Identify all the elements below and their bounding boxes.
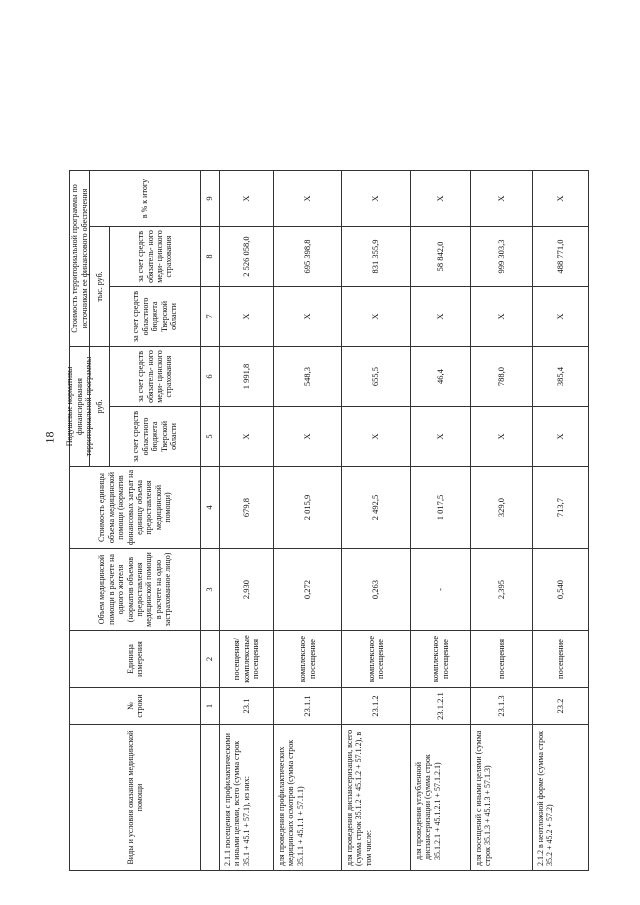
row-unit-cost bbox=[341, 466, 411, 549]
row-unit-cost bbox=[532, 466, 589, 549]
column-number-3-text: 3 bbox=[204, 587, 215, 592]
row-percent bbox=[219, 170, 274, 227]
column-number-1-text: 1 bbox=[204, 703, 215, 709]
row-unit bbox=[470, 630, 533, 688]
row-cost-regional bbox=[341, 286, 411, 347]
row-unit bbox=[341, 630, 411, 688]
row-name bbox=[341, 724, 411, 871]
row-name bbox=[410, 724, 471, 871]
row-norm-oms-text: 46,4 bbox=[434, 369, 445, 384]
header-thous-rub bbox=[89, 226, 110, 347]
column-number-5 bbox=[200, 406, 220, 467]
row-line-number-text: 23.1.1 bbox=[301, 695, 312, 717]
row-norm-regional-text: X bbox=[240, 433, 251, 440]
row-unit-cost-text: 2 492,5 bbox=[370, 494, 381, 521]
column-number-1 bbox=[200, 687, 220, 725]
header-group-normatives bbox=[65, 346, 94, 467]
header-rub bbox=[89, 346, 110, 467]
header-thous-rub-text: тыс. руб. bbox=[94, 271, 104, 302]
row-cost-oms bbox=[273, 226, 342, 287]
row-percent-text: X bbox=[554, 195, 565, 202]
row-name-text: для проведения углубленной диспансеризации (сумма строк 35.1.2.1 + 45.1.2.1 + 57.1.2.1) bbox=[414, 754, 442, 860]
column-number-5-text: 5 bbox=[204, 434, 215, 439]
row-norm-oms bbox=[341, 346, 411, 407]
row-unit-cost-text: 713,7 bbox=[554, 497, 565, 518]
row-name-text: для проведения профилактических медицинских осмотров (сумма строк 35.1.1 + 45.1.1 + 57.1.1) bbox=[277, 739, 305, 866]
row-norm-oms bbox=[219, 346, 274, 407]
row-unit-cost bbox=[273, 466, 342, 549]
header-unit bbox=[69, 630, 201, 688]
header-norm-regional-budget-text: за счет средств областного бюджета Тверской области bbox=[131, 410, 179, 463]
header-line-number-text: № строки bbox=[125, 694, 144, 718]
header-percent-total-text: в % к итогу bbox=[140, 178, 150, 219]
row-volume bbox=[219, 548, 274, 631]
row-cost-regional-text: X bbox=[240, 313, 251, 320]
row-cost-regional bbox=[219, 286, 274, 347]
row-line-number bbox=[410, 687, 471, 725]
header-cost-oms bbox=[109, 226, 201, 287]
row-cost-oms-text: 2 526 058,0 bbox=[240, 236, 251, 277]
row-name bbox=[273, 724, 342, 871]
row-norm-regional bbox=[470, 406, 533, 467]
row-norm-oms bbox=[532, 346, 589, 407]
row-cost-oms bbox=[532, 226, 589, 287]
header-volume bbox=[69, 548, 201, 631]
row-volume bbox=[470, 548, 533, 631]
row-percent-text: X bbox=[434, 195, 445, 202]
row-cost-oms-text: 999 303,3 bbox=[495, 239, 506, 274]
row-norm-regional-text: X bbox=[495, 433, 506, 440]
row-unit bbox=[410, 630, 471, 688]
header-cost-oms-text: за счет средств обязатель- ного меди- цинского страхования bbox=[136, 230, 174, 283]
row-name-text: для посещений с иными целями (сумма строк 35.1.3 + 45.1.3 + 57.1.3) bbox=[474, 730, 493, 866]
header-group-cost bbox=[69, 170, 90, 347]
row-cost-regional-text: X bbox=[434, 313, 445, 320]
row-percent-text: X bbox=[370, 195, 381, 202]
column-number-7 bbox=[200, 286, 220, 347]
row-percent-text: X bbox=[301, 195, 312, 202]
row-name bbox=[219, 724, 274, 871]
row-cost-regional bbox=[410, 286, 471, 347]
row-line-number-text: 23.1.2 bbox=[370, 695, 381, 717]
table-viewport bbox=[65, 19, 588, 871]
row-norm-regional bbox=[341, 406, 411, 467]
row-cost-oms bbox=[470, 226, 533, 287]
row-unit-text: комплексное посещение bbox=[430, 635, 450, 683]
row-percent bbox=[532, 170, 589, 227]
column-number-6-text: 6 bbox=[204, 374, 215, 379]
row-percent bbox=[341, 170, 411, 227]
header-group-normatives-text: Подушевые нормативы финансирования территориальной программы bbox=[65, 356, 94, 457]
row-cost-regional-text: X bbox=[301, 313, 312, 320]
row-volume bbox=[532, 548, 589, 631]
row-line-number-text: 23.1 bbox=[240, 698, 251, 714]
column-number-9 bbox=[200, 170, 220, 227]
header-group-cost-text: Стоимость территориальной программы по источникам ее финансового обеспечения bbox=[70, 184, 89, 333]
header-unit-cost bbox=[69, 466, 201, 549]
row-line-number bbox=[273, 687, 342, 725]
row-line-number-text: 23.1.3 bbox=[495, 695, 506, 717]
row-line-number bbox=[532, 687, 589, 725]
row-cost-oms bbox=[410, 226, 471, 287]
row-unit-text: комплексное посещение bbox=[297, 635, 317, 683]
row-unit-cost bbox=[470, 466, 533, 549]
row-volume-text: 0,540 bbox=[554, 579, 565, 600]
row-unit-cost bbox=[219, 466, 274, 549]
row-norm-regional-text: X bbox=[301, 433, 312, 440]
row-volume-text: 2,930 bbox=[240, 579, 251, 600]
row-unit bbox=[273, 630, 342, 688]
header-unit-text: Единица измерения bbox=[125, 641, 144, 677]
row-percent bbox=[410, 170, 471, 227]
column-number-2 bbox=[200, 630, 220, 688]
row-volume-text: 0,272 bbox=[301, 579, 312, 600]
row-unit-text: посещения bbox=[495, 639, 506, 679]
row-volume-text: 0,263 bbox=[370, 579, 381, 600]
row-line-number bbox=[341, 687, 411, 725]
row-cost-regional-text: X bbox=[370, 313, 381, 320]
row-volume bbox=[410, 548, 471, 631]
column-number-8 bbox=[200, 226, 220, 287]
row-unit-text: посещения/ комплексные посещения bbox=[231, 635, 261, 683]
row-unit-cost bbox=[410, 466, 471, 549]
row-cost-oms-text: 488 771,0 bbox=[554, 239, 565, 274]
row-line-number-text: 23.2 bbox=[554, 698, 565, 714]
header-percent-total bbox=[89, 170, 201, 227]
row-cost-oms-text: 831 355,9 bbox=[370, 239, 381, 274]
row-percent bbox=[470, 170, 533, 227]
row-unit-cost-text: 2 015,9 bbox=[301, 494, 312, 521]
header-norm-regional-budget bbox=[109, 406, 201, 467]
row-volume bbox=[341, 548, 411, 631]
column-number-9-text: 9 bbox=[204, 196, 215, 201]
row-norm-oms bbox=[410, 346, 471, 407]
row-norm-regional-text: X bbox=[434, 433, 445, 440]
row-name bbox=[532, 724, 589, 871]
row-volume-text: 2,395 bbox=[495, 579, 506, 600]
column-number-blank bbox=[200, 724, 220, 871]
header-cost-regional-budget bbox=[109, 286, 201, 347]
header-line-number bbox=[69, 687, 201, 725]
header-cost-regional-budget-text: за счет средств областного бюджета Тверской области bbox=[131, 290, 179, 343]
financing-table bbox=[65, 19, 588, 871]
row-norm-oms-text: 548,3 bbox=[301, 366, 312, 387]
header-volume-text: Объем медицинской помощи в расчете на одного жителя (норматив объемов предоставления медицинской помощи в расчете на одно застрахованное лицо) bbox=[97, 552, 173, 627]
row-norm-oms-text: 1 991,8 bbox=[240, 363, 251, 390]
column-number-7-text: 7 bbox=[204, 314, 215, 319]
header-rub-text: руб. bbox=[94, 399, 104, 414]
header-kind-of-care bbox=[69, 724, 201, 871]
row-cost-regional bbox=[470, 286, 533, 347]
row-norm-oms bbox=[273, 346, 342, 407]
row-cost-oms bbox=[219, 226, 274, 287]
row-unit-cost-text: 329,0 bbox=[495, 497, 506, 518]
column-number-6 bbox=[200, 346, 220, 407]
row-norm-oms-text: 655,5 bbox=[370, 366, 381, 387]
row-unit-cost-text: 1 017,5 bbox=[434, 494, 445, 521]
row-name-text: для проведения диспансеризации, всего (сумма строк 35.1.2 + 45.1.2 + 57.1.2), в том числе: bbox=[345, 729, 373, 866]
row-line-number bbox=[219, 687, 274, 725]
row-percent-text: X bbox=[495, 195, 506, 202]
row-cost-regional-text: X bbox=[495, 313, 506, 320]
row-cost-oms-text: 695 398,8 bbox=[301, 239, 312, 274]
row-percent-text: X bbox=[240, 195, 251, 202]
row-cost-regional bbox=[532, 286, 589, 347]
row-volume-text: - bbox=[434, 588, 445, 591]
row-cost-oms bbox=[341, 226, 411, 287]
row-cost-regional-text: X bbox=[554, 313, 565, 320]
row-norm-regional bbox=[273, 406, 342, 467]
row-unit-text: комплексное посещение bbox=[365, 635, 385, 683]
row-line-number bbox=[470, 687, 533, 725]
header-norm-oms-text: за счет средств обязатель- ного меди- цинского страхования bbox=[136, 350, 174, 403]
column-number-2-text: 2 bbox=[204, 656, 215, 662]
row-norm-regional bbox=[532, 406, 589, 467]
column-number-8-text: 8 bbox=[204, 254, 215, 259]
row-norm-regional bbox=[219, 406, 274, 467]
row-norm-regional-text: X bbox=[370, 433, 381, 440]
row-line-number-text: 23.1.2.1 bbox=[434, 692, 445, 720]
row-unit bbox=[219, 630, 274, 688]
row-percent bbox=[273, 170, 342, 227]
column-number-4 bbox=[200, 466, 220, 549]
header-unit-cost-text: Стоимость единицы объема медицинской помощи (норматив финансовых затрат на единицу объема предоставления медицинской помощи) bbox=[97, 469, 173, 546]
row-volume bbox=[273, 548, 342, 631]
column-number-3 bbox=[200, 548, 220, 631]
row-unit bbox=[532, 630, 589, 688]
column-number-4-text: 4 bbox=[204, 505, 215, 510]
row-norm-regional bbox=[410, 406, 471, 467]
header-norm-oms bbox=[109, 346, 201, 407]
row-unit-text: посещение bbox=[554, 639, 565, 679]
row-name bbox=[470, 724, 533, 871]
row-norm-regional-text: X bbox=[554, 433, 565, 440]
row-cost-regional bbox=[273, 286, 342, 347]
row-cost-oms-text: 58 842,0 bbox=[434, 241, 445, 272]
row-norm-oms-text: 385,4 bbox=[554, 366, 565, 387]
row-name-text: 2.1.1 посещения с профилактическими и иными целями, всего (сумма строк 35.1 + 45.1 + 57.1), из них: bbox=[223, 733, 251, 866]
header-kind-of-care-text: Виды и условия оказания медицинской помощи bbox=[125, 730, 144, 865]
page-number: 18 bbox=[42, 431, 57, 444]
row-norm-oms bbox=[470, 346, 533, 407]
row-unit-cost-text: 679,8 bbox=[240, 497, 251, 518]
row-norm-oms-text: 788,0 bbox=[495, 366, 506, 387]
row-name-text: 2.1.2 в неотложной форме (сумма строк 35.2 + 45.2 + 57.2) bbox=[536, 730, 555, 866]
